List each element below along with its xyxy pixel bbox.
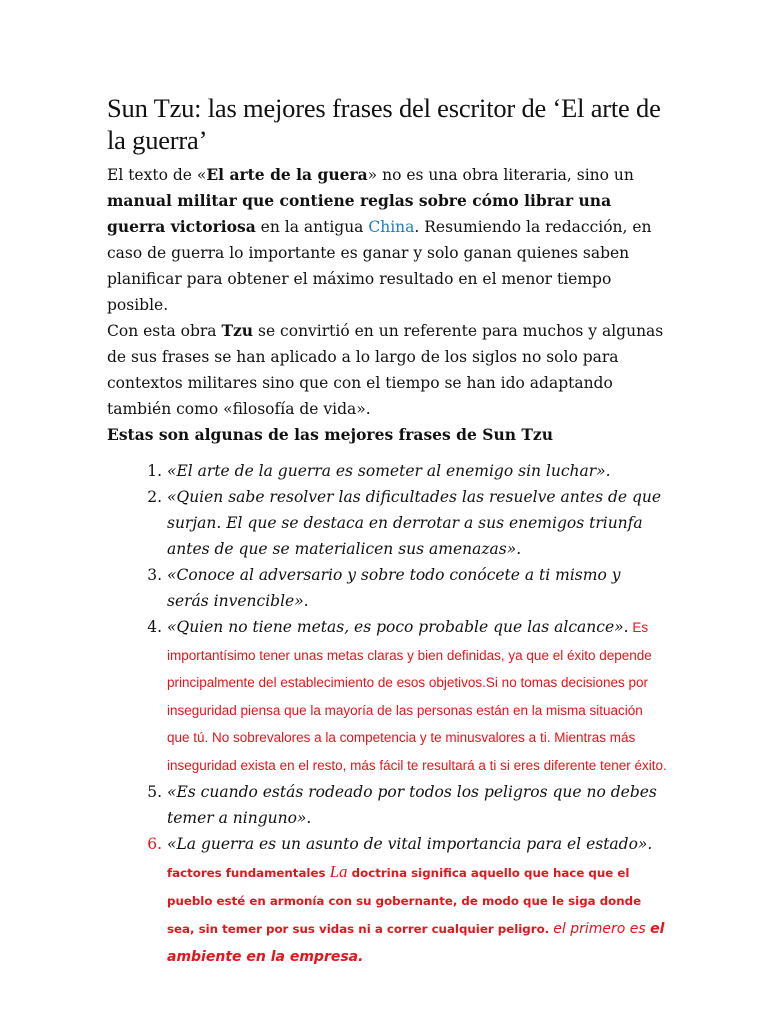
quote-text: «La guerra es un asunto de vital importancia para el estado». [167, 835, 653, 853]
list-item [167, 614, 667, 779]
document-page [107, 92, 667, 970]
quote-text: «Quien sabe resolver las dificultades las resuelve antes de que surjan. El que se destaca en derrotar a sus enemigos triunfa antes de que se materialicen sus amenazas». [167, 488, 662, 558]
list-item [167, 562, 667, 614]
quote-note: doctrina significa aquello que hace que el pueblo esté en armonía con su gobernante, de modo que le siga donde sea, sin temer por sus vidas ni a correr cualquier peligro. [167, 866, 642, 936]
book-title-bold: El arte de la guera [206, 165, 368, 184]
quotes-list [107, 458, 667, 970]
quote-text: «El arte de la guerra es someter al enemigo sin luchar». [167, 462, 611, 480]
list-item [167, 458, 667, 484]
intro-paragraph-2 [107, 318, 667, 422]
intro-text: en la antigua [255, 218, 369, 236]
list-item [167, 831, 667, 970]
quote-text: «Es cuando estás rodeado por todos los peligros que no debes temer a ninguno». [167, 783, 657, 827]
intro-text: Con esta obra [107, 322, 222, 340]
china-link[interactable]: China [368, 218, 415, 236]
quote-text: «Conoce al adversario y sobre todo conócete a ti mismo y serás invencible». [167, 566, 621, 610]
tzu-bold: Tzu [221, 321, 254, 340]
quote-note-italic: el primero es [553, 921, 651, 937]
quote-note-italic: La [329, 862, 348, 881]
quote-note: factores fundamentales [167, 866, 330, 880]
page-title: Sun Tzu: las mejores frases del escritor de ‘El arte de la guerra’ [107, 93, 661, 155]
intro-text: . Resumiendo la redacción, en caso de guerra lo importante es ganar y solo ganan quienes saben planificar para obtener el máximo resultado en el menor tiempo posible. [107, 218, 652, 314]
manual-description-bold: manual militar que contiene reglas sobre cómo librar una guerra victoriosa [107, 191, 612, 236]
intro-paragraph-1 [107, 162, 667, 318]
quote-note-bold-italic: el ambiente en la empresa [167, 921, 665, 965]
list-item [167, 779, 667, 831]
intro-text: El texto de « [107, 166, 207, 184]
quote-note-end: . [358, 949, 364, 965]
quote-text: «Quien no tiene metas, es poco probable que las alcance». [167, 618, 629, 636]
list-item [167, 484, 667, 562]
intro-text: » no es una obra literaria, sino un [367, 166, 634, 184]
quotes-subheading: Estas son algunas de las mejores frases de Sun Tzu [107, 425, 553, 444]
quote-note: Es importantísimo tener unas metas claras y bien definidas, ya que el éxito depende principalmente del establecimiento de esos objetivos.Si no tomas decisiones por inseguridad piensa que la mayoría de las personas están en la misma situación que tú. No sobrevalores a la competencia y te minusvalores a ti. Mientras más inseguridad exista en el resto, más fácil te resultará a ti si eres diferente tener éxito. [167, 620, 667, 773]
intro-text: se convirtió en un referente para muchos y algunas de sus frases se han aplicado a lo largo de los siglos no solo para contextos militares sino que con el tiempo se han ido adaptando también como «filosofía de vida». [107, 322, 664, 418]
